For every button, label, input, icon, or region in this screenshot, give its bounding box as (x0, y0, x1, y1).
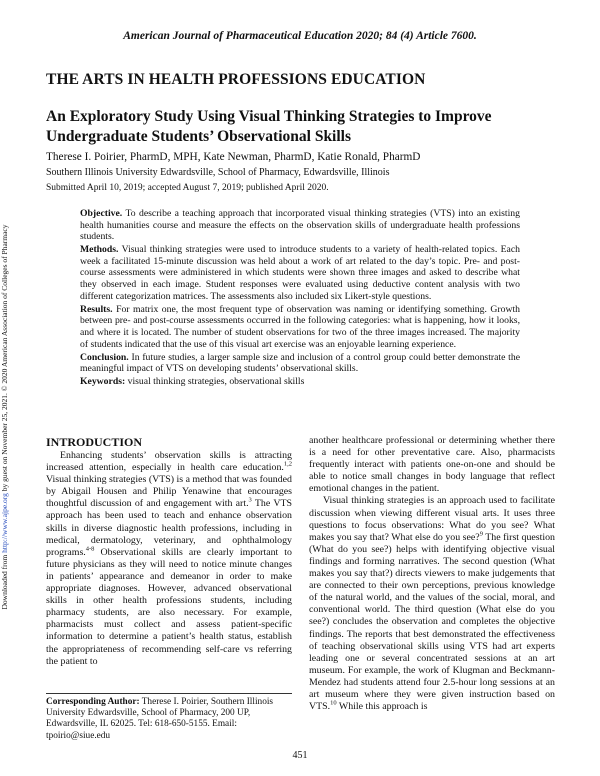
abstract (80, 208, 520, 389)
download-notice: Downloaded from http://www.ajpe.org by guest on November 25, 2021. © 2020 American Association of Colleges of Pharmacy (0, 224, 9, 610)
author-list: Therese I. Poirier, PharmD, MPH, Kate Newman, PharmD, Katie Ronald, PharmD (46, 151, 421, 163)
corresponding-author: Corresponding Author: Therese I. Poirier, Southern Illinois University Edwardsville, School of Pharmacy, 200 UP, Edwardsville, IL 62025. Tel: 618-650-5155. Email: tpoirio@siue.edu (46, 697, 274, 741)
journal-header: American Journal of Pharmaceutical Education 2020; 84 (4) Article 7600. (123, 30, 477, 42)
abstract-methods: Methods. Visual thinking strategies were used to introduce students to a variety of health-related topics. Each week a facilitated 15-minute discussion was held about a work of art related to the day’s topic. Pre- and post-course assessments were administered in which students were shown three images and asked to describe what they observed in each image. Student responses were evaluated using deductive content analysis with two different categorization matrices. The assessments also included six Likert-style questions. (80, 244, 520, 302)
intro-heading: INTRODUCTION (46, 435, 143, 449)
affiliation: Southern Illinois University Edwardsville, School of Pharmacy, Edwardsville, Illinois (46, 167, 390, 178)
abstract-objective: Objective. To describe a teaching approach that incorporated visual thinking strategies (VTS) into an existing health humanities course and measure the effects on the observation skills of undergraduate health professions students. (80, 208, 520, 243)
intro-paragraph: Enhancing students’ observation skills is attracting increased attention, especially in health care education.$^{1,2}$ Visual thinking strategies (VTS) is a method that was founded by Abigail Housen and Philip Yenawine that encourages thoughtful discussion of and engagement with art.$^3$ The VTS approach has been used to teach and enhance observation skills in diverse diagnostic health professions, including in medical, dermatology, veterinary, and ophthalmology programs.$^{4-8}$ Observational skills are clearly important to future physicians as they will need to notice minute changes in patients’ appearance and demeanor in order to make appropriate diagnoses. However, advanced observational skills in other health professions students, including pharmacy students, are also necessary. For example, pharmacists must collect and assess patient-specific information to determine a patient’s health status, establish the appropriateness of recommending self-care vs referring the patient to (46, 450, 292, 667)
article-title: An Exploratory Study Using Visual Thinking Strategies to Improve Undergraduate Students’ Observational Skills (46, 108, 492, 145)
right-column (309, 435, 555, 713)
footnote-divider (46, 693, 292, 694)
vts-paragraph: Visual thinking strategies is an approach used to facilitate discussion when viewing different visual arts. It uses three questions to focus observations: What do you see? What makes you say that? What else do you see?$^9$ The first question (What do you see?) helps with identifying objective visual findings and forming narratives. The second question (What makes you say that?) directs viewers to make judgements that are connected to their own perceptions, previous knowledge of the natural world, and the values of the social, moral, and conventional world. The third question (What else do you see?) concludes the observation and completes the objective findings. The reports that best demonstrated the effectiveness of teaching observational skills using VTS had art experts leading one or several concentrated sessions at an art museum. For example, the work of Klugman and Beckmann-Mendez had students attend four 2.5-hour long sessions at an art museum where they were given instruction based on VTS.$^{10}$ While this approach is (309, 495, 555, 713)
page-number: 451 (292, 750, 308, 761)
download-link[interactable]: http://www.ajpe.org (0, 493, 9, 553)
section-label: THE ARTS IN HEALTH PROFESSIONS EDUCATION (46, 71, 426, 88)
intro-paragraph-cont: another healthcare professional or determining whether there is a need for other preventative care. Also, pharmacists frequently interact with patients one-on-one and should be able to notice small changes in body language that reflect emotional changes in the patient. (309, 435, 555, 495)
abstract-conclusion: Conclusion. In future studies, a larger sample size and inclusion of a control group could better demonstrate the meaningful impact of VTS on developing students’ observational skills. (80, 351, 520, 375)
abstract-results: Results. For matrix one, the most frequent type of observation was naming or identifying something. Growth between pre- and post-course assessments occurred in the following categories: what is happening, how it looks, and where it is located. The number of student observations for two of the three images increased. The majority of students indicated that the use of this visual art exercise was an enjoyable learning experience. (80, 303, 520, 350)
abstract-keywords: Keywords: visual thinking strategies, observational skills (80, 376, 305, 388)
left-column (46, 450, 292, 668)
submission-dates: Submitted April 10, 2019; accepted August 7, 2019; published April 2020. (46, 183, 329, 193)
